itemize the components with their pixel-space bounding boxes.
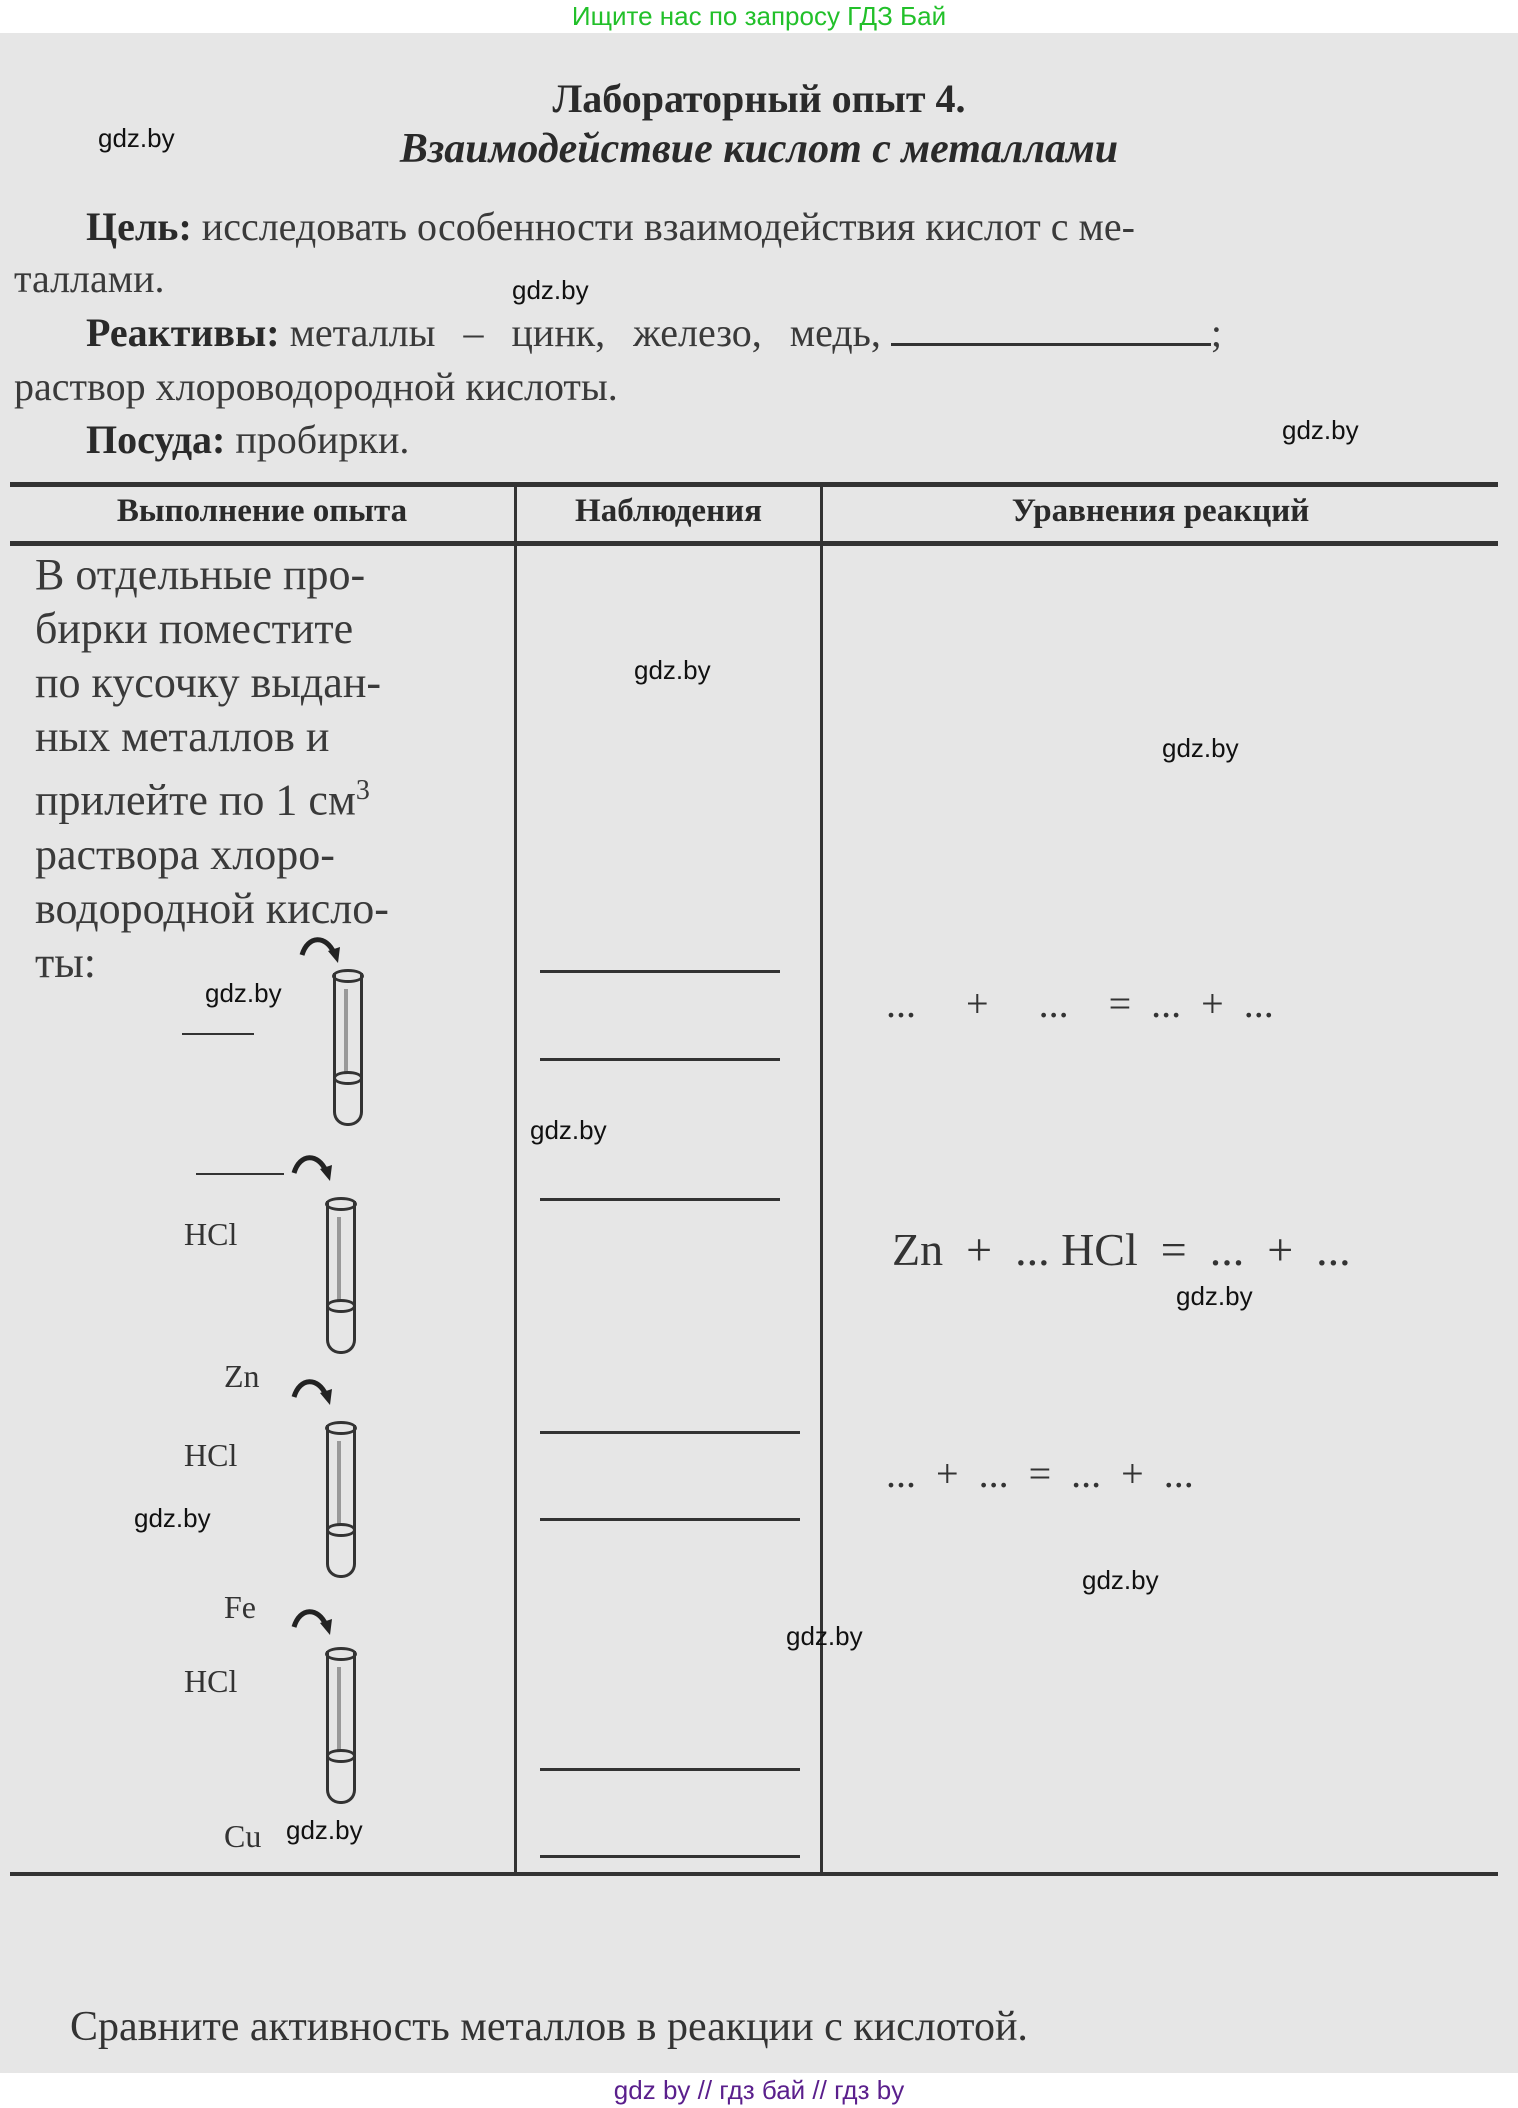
equation-row-2[interactable]: Zn + ... HCl = ... + ... xyxy=(892,1224,1351,1275)
reagents-label: Реактивы: xyxy=(86,310,280,355)
hcl-label: HCl xyxy=(184,1437,238,1473)
page-subtitle: Взаимодействие кислот с металлами xyxy=(399,126,1119,172)
arrow-icon xyxy=(290,1605,334,1641)
column-header-equations: Уравнения реакций xyxy=(1011,493,1310,529)
observation-input-line[interactable] xyxy=(540,1058,780,1061)
iron-label: Fe xyxy=(224,1589,256,1625)
goal-text-1: исследовать особенности взаимодействия кислот с ме- xyxy=(201,204,1135,249)
observation-input-line[interactable] xyxy=(540,1768,800,1771)
observation-input-line[interactable] xyxy=(540,970,780,973)
bottom-banner[interactable]: gdz by // гдз бай // гдз by xyxy=(0,2073,1518,2108)
column-header-procedure: Выполнение опыта xyxy=(116,493,408,529)
goal-section xyxy=(14,203,1504,250)
observation-input-line[interactable] xyxy=(540,1855,800,1858)
watermark: gdz.by xyxy=(1162,733,1239,763)
glassware-label: Посуда: xyxy=(86,417,226,462)
arrow-icon xyxy=(290,1375,334,1411)
reagents-text-2: раствор хлороводородной кислоты. xyxy=(14,364,618,409)
goal-text-2: таллами. xyxy=(14,256,165,301)
procedure-text: В отдельные про- бирки поместите по кусочку выдан- ных металлов и прилейте по 1 $см^3$ раствора хлоро- водородной кисло- ты: xyxy=(35,550,389,987)
observation-input-line[interactable] xyxy=(540,1518,800,1521)
arrow-icon xyxy=(298,933,342,969)
watermark: gdz.by xyxy=(1082,1565,1159,1595)
test-tube-icon xyxy=(326,1425,356,1578)
observation-input-line[interactable] xyxy=(540,1198,780,1201)
reagents-blank-field[interactable] xyxy=(891,313,1211,346)
hcl-label: HCl xyxy=(184,1216,238,1252)
copper-label: Cu xyxy=(224,1818,262,1854)
top-banner[interactable]: Ищите нас по запросу ГДЗ Бай xyxy=(0,0,1518,33)
glassware-section xyxy=(14,416,1504,463)
table-header-border xyxy=(10,541,1498,546)
label-line xyxy=(182,1033,254,1035)
hcl-label: HCl xyxy=(184,1663,238,1699)
equation-row-1[interactable]: ... + ... = ... + ... xyxy=(886,981,1274,1026)
arrow-icon xyxy=(290,1151,334,1187)
watermark: gdz.by xyxy=(1176,1281,1253,1311)
zinc-label: Zn xyxy=(224,1358,260,1394)
page-title: Лабораторный опыт 4. xyxy=(552,76,966,121)
test-tube-icon xyxy=(326,1201,356,1354)
column-divider-2 xyxy=(820,485,823,1873)
reagents-section xyxy=(14,309,1504,356)
table-top-border xyxy=(10,482,1498,487)
watermark: gdz.by xyxy=(530,1115,607,1145)
watermark: gdz.by xyxy=(512,275,589,305)
watermark: gdz.by xyxy=(634,655,711,685)
workbook-page xyxy=(0,33,1518,2073)
semicolon: ; xyxy=(1210,310,1223,355)
watermark: gdz.by xyxy=(205,978,282,1008)
watermark: gdz.by xyxy=(1282,415,1359,445)
test-tube-icon xyxy=(326,1651,356,1804)
observation-input-line[interactable] xyxy=(540,1431,800,1434)
watermark: gdz.by xyxy=(286,1815,363,1845)
table-bottom-border xyxy=(10,1872,1498,1876)
column-header-observations: Наблюдения xyxy=(575,493,762,529)
equation-row-3[interactable]: ... + ... = ... + ... xyxy=(886,1451,1194,1496)
column-divider-1 xyxy=(514,485,517,1873)
watermark: gdz.by xyxy=(786,1621,863,1651)
label-line xyxy=(196,1173,284,1175)
glassware-text: пробирки. xyxy=(235,417,410,462)
reagents-text-1: металлы – цинк, железо, медь, xyxy=(289,310,881,355)
watermark: gdz.by xyxy=(98,123,175,153)
goal-label: Цель: xyxy=(86,204,192,249)
test-tube-icon xyxy=(333,973,363,1126)
comparison-task: Сравните активность металлов в реакции с кислотой. xyxy=(70,2004,1028,2050)
watermark: gdz.by xyxy=(134,1503,211,1533)
